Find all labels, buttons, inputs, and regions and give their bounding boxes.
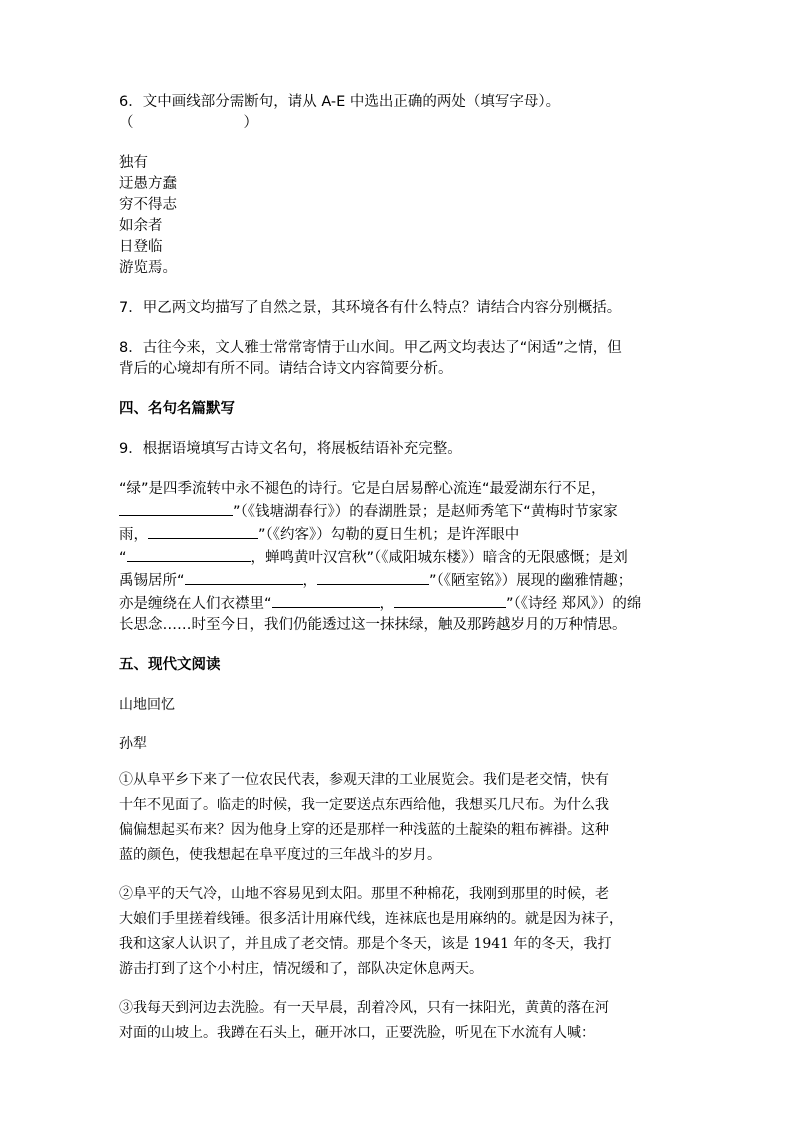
document-page [119,92,679,1046]
answer-parentheses[interactable] [119,113,679,134]
passage-text: ，蝉鸣黄叶汉宫秋”（《咸阳城东楼》）暗含的无限感慨；是刘 [250,550,628,566]
section-5-title: 五、现代文阅读 [119,657,221,673]
paragraph-line: 蓝的颜色，使我想起在阜平度过的三年战斗的岁月。 [119,847,441,863]
passage-text: 禹锡居所“ [119,573,185,589]
paren-close: ） [243,115,258,131]
q6-option-list [119,153,679,279]
fill-blank[interactable] [185,569,303,585]
paren-open: （ [119,115,134,131]
fill-blank[interactable] [127,546,251,562]
passage-text: 亦是缠绕在人们衣襟里“ [119,596,272,612]
passage-line [119,569,679,592]
section-4-title: 四、名句名篇默写 [119,401,235,417]
passage-line [119,500,679,523]
q6-option: 如余者 [119,218,163,234]
passage-line [119,546,679,569]
paragraph-line: ①从阜平乡下来了一位农民代表，参观天津的工业展览会。我们是老交情，快有 [119,772,609,788]
passage-text: ， [302,573,318,589]
fill-blank[interactable] [394,592,506,608]
paragraph-line: 偏偏想起买布来？因为他身上穿的还是那样一种浅蓝的土靛染的粗布裤褂。这种 [119,822,609,838]
fill-blank[interactable] [119,500,233,516]
paragraph-line: 大娘们手里搓着线锤。很多活计用麻代线，连袜底也是用麻纳的。就是因为袜子， [119,911,623,927]
article-paragraph-3 [119,996,679,1046]
q6-option: 日登临 [119,239,163,255]
passage-text: ”（《钱塘湖春行》）的春湖胜景；是赵师秀笔下“黄梅时节家家 [233,504,618,520]
article-author: 孙犁 [119,736,147,752]
article-title: 山地回忆 [119,697,175,713]
paragraph-line: 十年不见面了。临走的时候，我一定要送点东西给他，我想买几尺布。为什么我 [119,797,609,813]
fill-blank[interactable] [317,569,429,585]
article-paragraph-2 [119,882,679,982]
passage-line [119,592,679,615]
passage-line: 长思念……时至今日，我们仍能透过这一抹抹绿，触及那跨越岁月的万种情思。 [119,617,627,633]
paragraph-line: 游击打到了这个小村庄，情况缓和了，部队决定休息两天。 [119,961,483,977]
passage-text: ”（《约客》）勾勒的夏日生机；是许浑眼中 [258,527,520,543]
passage-line [119,523,679,546]
question-8-line2: 背后的心境却有所不同。请结合诗文内容简要分析。 [119,361,453,377]
paragraph-line: ③我每天到河边去洗脸。有一天早晨，刮着冷风，只有一抹阳光，黄黄的落在河 [119,1000,609,1016]
passage-line: “绿”是四季流转中永不褪色的诗行。它是白居易醉心流连“最爱湖东行不足， [119,481,606,497]
question-9: 9．根据语境填写古诗文名句，将展板结语补充完整。 [119,441,462,457]
passage-text: ”（《诗经 郑风》）的绵 [506,596,642,612]
fill-blank[interactable] [148,523,258,539]
question-8-line1: 8．古往今来，文人雅士常常寄情于山水间。甲乙两文均表达了“闲适”之情，但 [119,340,622,356]
passage-text: ， [379,596,395,612]
q6-option: 独有 [119,155,148,171]
paragraph-line: 对面的山坡上。我蹲在石头上，砸开冰口，正要洗脸，听见在下水流有人喊： [119,1025,595,1041]
q6-option: 穷不得志 [119,197,177,213]
q6-option: 迂愚方蠢 [119,176,177,192]
question-6: 6．文中画线部分需断句，请从 A-E 中选出正确的两处（填写字母）。 [119,94,561,110]
article-paragraph-1 [119,768,679,868]
passage-text: 雨， [119,527,148,543]
fill-blank[interactable] [272,592,380,608]
question-7: 7．甲乙两文均描写了自然之景，其环境各有什么特点？请结合内容分别概括。 [119,300,622,316]
passage-text: “ [119,550,127,566]
paragraph-line: ②阜平的天气冷，山地不容易见到太阳。那里不种棉花，我刚到那里的时候，老 [119,886,609,902]
paragraph-line: 我和这家人认识了，并且成了老交情。那是个冬天，该是 1941 年的冬天，我打 [119,936,612,952]
passage-text: ”（《陋室铭》）展现的幽雅情趣； [429,573,633,589]
q6-option: 游览焉。 [119,260,177,276]
fill-in-passage [119,479,679,636]
